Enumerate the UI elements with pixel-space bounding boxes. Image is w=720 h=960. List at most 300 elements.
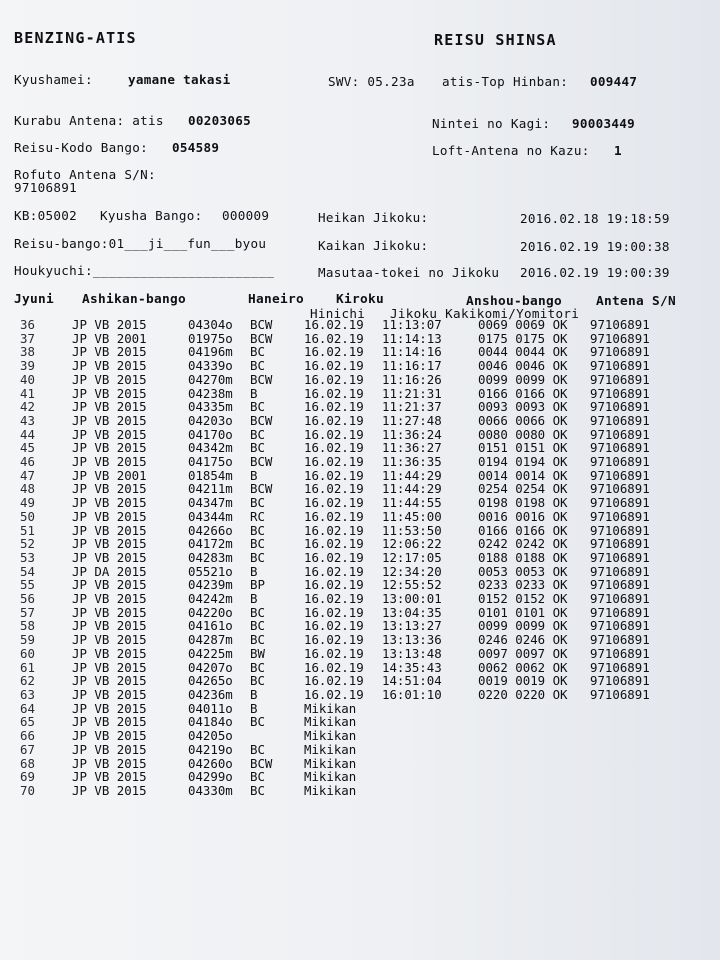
- anshou-bango-cell: 0233 0233 OK: [478, 577, 568, 593]
- rofuto-label: Rofuto Antena S/N:: [14, 167, 156, 182]
- hinichi-cell: 16.02.19: [304, 508, 364, 524]
- band-cell: JP VB 2015: [72, 659, 147, 675]
- hinichi-cell: 16.02.19: [304, 385, 364, 401]
- jyuni-cell: 54: [20, 563, 35, 579]
- antena-sn-cell: [590, 784, 690, 798]
- band-cell: JP VB 2001: [72, 467, 147, 483]
- table-row: [18, 633, 690, 647]
- haneiro-cell: RC: [250, 508, 265, 524]
- anshou-bango-cell: [478, 715, 590, 729]
- table-row: [18, 318, 690, 332]
- jikoku-cell: 14:35:43: [382, 659, 442, 675]
- jikoku-cell: [382, 702, 478, 716]
- antena-sn-cell: [590, 715, 690, 729]
- haneiro-cell: BC: [250, 632, 265, 648]
- anshou-bango-cell: 0046 0046 OK: [478, 358, 568, 374]
- col-kiroku: Kiroku: [336, 292, 385, 307]
- hinichi-cell: 16.02.19: [304, 412, 364, 428]
- haneiro-cell: BC: [250, 604, 265, 620]
- jyuni-cell: 50: [20, 508, 35, 524]
- anshou-bango-cell: 0019 0019 OK: [478, 673, 568, 689]
- table-row: [18, 661, 690, 675]
- band-cell: JP VB 2015: [72, 440, 147, 456]
- jyuni-cell: 44: [20, 426, 35, 442]
- anshou-bango-cell: 0151 0151 OK: [478, 440, 568, 456]
- table-row: [18, 373, 690, 387]
- jikoku-cell: 13:13:36: [382, 632, 442, 648]
- hinichi-cell: 16.02.19: [304, 604, 364, 620]
- jikoku-cell: 13:13:48: [382, 645, 442, 661]
- hinichi-cell: 16.02.19: [304, 426, 364, 442]
- ring-number-cell: 04211m: [188, 481, 233, 497]
- hinichi-cell: Mikikan: [304, 741, 357, 757]
- ring-number-cell: 04239m: [188, 577, 233, 593]
- antena-sn-cell: 97106891: [590, 686, 650, 702]
- kurabu-value: 00203065: [188, 113, 252, 128]
- col-jikoku-kakikomi: Jikoku Kakikomi/Yomitori: [390, 306, 580, 321]
- haneiro-cell: BC: [250, 549, 265, 565]
- antena-sn-cell: 97106891: [590, 673, 650, 689]
- col-antena-sn: Antena S/N: [596, 294, 677, 309]
- anshou-bango-cell: [478, 757, 590, 771]
- hinichi-cell: 16.02.19: [304, 618, 364, 634]
- band-cell: JP VB 2015: [72, 714, 147, 730]
- hinichi-cell: 16.02.19: [304, 440, 364, 456]
- jyuni-cell: 41: [20, 385, 35, 401]
- ring-number-cell: 04304o: [188, 317, 233, 332]
- ring-number-cell: 04205o: [188, 728, 233, 744]
- hinichi-cell: 16.02.19: [304, 481, 364, 497]
- hinichi-cell: 16.02.19: [304, 399, 364, 415]
- band-cell: JP VB 2015: [72, 549, 147, 565]
- table-row: [18, 387, 690, 401]
- jikoku-cell: [382, 715, 478, 729]
- jikoku-cell: 16:01:10: [382, 686, 442, 702]
- antena-sn-cell: 97106891: [590, 577, 650, 593]
- houkyuchi-line: Houkyuchi:_______________________: [14, 263, 275, 278]
- anshou-bango-cell: 0069 0069 OK: [478, 317, 568, 332]
- jyuni-cell: 36: [20, 317, 35, 332]
- antena-sn-cell: 97106891: [590, 495, 650, 511]
- band-cell: JP VB 2015: [72, 632, 147, 648]
- hinichi-cell: 16.02.19: [304, 454, 364, 470]
- antena-sn-cell: [590, 702, 690, 716]
- table-row: [18, 757, 690, 771]
- hinichi-cell: 16.02.19: [304, 591, 364, 607]
- ring-number-cell: 04287m: [188, 632, 233, 648]
- col-haneiro: Haneiro: [248, 292, 305, 307]
- band-cell: JP VB 2015: [72, 769, 147, 785]
- jyuni-cell: 53: [20, 549, 35, 565]
- jikoku-cell: 11:27:48: [382, 412, 442, 428]
- anshou-bango-cell: 0152 0152 OK: [478, 591, 568, 607]
- jyuni-cell: 60: [20, 645, 35, 661]
- jikoku-cell: [382, 770, 478, 784]
- anshou-bango-cell: 0053 0053 OK: [478, 563, 568, 579]
- anshou-bango-cell: 0014 0014 OK: [478, 467, 568, 483]
- anshou-bango-cell: [478, 770, 590, 784]
- haneiro-cell: BC: [250, 782, 265, 798]
- haneiro-cell: BC: [250, 399, 265, 415]
- band-cell: JP VB 2015: [72, 385, 147, 401]
- jyuni-cell: 65: [20, 714, 35, 730]
- jikoku-cell: [382, 784, 478, 798]
- ring-number-cell: 04184o: [188, 714, 233, 730]
- table-row: [18, 428, 690, 442]
- kaikan-value: 2016.02.19 19:00:38: [520, 239, 670, 254]
- kyushamei-label: Kyushamei:: [14, 72, 93, 87]
- band-cell: JP VB 2015: [72, 508, 147, 524]
- table-row: [18, 455, 690, 469]
- hinichi-cell: 16.02.19: [304, 358, 364, 374]
- ring-number-cell: 04339o: [188, 358, 233, 374]
- band-cell: JP VB 2015: [72, 604, 147, 620]
- ring-number-cell: 04161o: [188, 618, 233, 634]
- results-table: [18, 318, 690, 798]
- band-cell: JP VB 2015: [72, 522, 147, 538]
- haneiro-cell: BC: [250, 426, 265, 442]
- antena-sn-cell: [590, 757, 690, 771]
- band-cell: JP VB 2015: [72, 700, 147, 716]
- antena-sn-cell: [590, 743, 690, 757]
- haneiro-cell: B: [250, 591, 258, 607]
- jyuni-cell: 64: [20, 700, 35, 716]
- antena-sn-cell: 97106891: [590, 508, 650, 524]
- haneiro-cell: BC: [250, 358, 265, 374]
- jyuni-cell: 68: [20, 755, 35, 771]
- antena-sn-cell: 97106891: [590, 454, 650, 470]
- hinichi-cell: 16.02.19: [304, 495, 364, 511]
- haneiro-cell: BC: [250, 769, 265, 785]
- antena-sn-cell: [590, 729, 690, 743]
- heikan-value: 2016.02.18 19:18:59: [520, 211, 670, 226]
- table-row: [18, 551, 690, 565]
- haneiro-cell: BC: [250, 659, 265, 675]
- jyuni-cell: 55: [20, 577, 35, 593]
- table-row: [18, 345, 690, 359]
- ring-number-cell: 04330m: [188, 782, 233, 798]
- table-row: [18, 400, 690, 414]
- haneiro-cell: BC: [250, 522, 265, 538]
- anshou-bango-cell: 0166 0166 OK: [478, 385, 568, 401]
- band-cell: JP VB 2015: [72, 481, 147, 497]
- anshou-bango-cell: [478, 702, 590, 716]
- band-cell: JP VB 2015: [72, 536, 147, 552]
- jikoku-cell: 11:36:27: [382, 440, 442, 456]
- anshou-bango-cell: 0188 0188 OK: [478, 549, 568, 565]
- band-cell: JP VB 2015: [72, 412, 147, 428]
- ring-number-cell: 01975o: [188, 330, 233, 346]
- band-cell: JP VB 2015: [72, 728, 147, 744]
- jikoku-cell: [382, 757, 478, 771]
- anshou-bango-cell: 0099 0099 OK: [478, 618, 568, 634]
- loft-label: Loft-Antena no Kazu:: [432, 143, 590, 158]
- anshou-bango-cell: 0194 0194 OK: [478, 454, 568, 470]
- anshou-bango-cell: 0080 0080 OK: [478, 426, 568, 442]
- nintei-value: 90003449: [572, 116, 636, 131]
- ring-number-cell: 04344m: [188, 508, 233, 524]
- table-row: [18, 414, 690, 428]
- jyuni-cell: 66: [20, 728, 35, 744]
- haneiro-cell: BCW: [250, 412, 273, 428]
- jyuni-cell: 56: [20, 591, 35, 607]
- band-cell: JP VB 2015: [72, 495, 147, 511]
- table-row: [18, 619, 690, 633]
- band-cell: JP VB 2015: [72, 358, 147, 374]
- band-cell: JP VB 2015: [72, 371, 147, 387]
- ring-number-cell: 04266o: [188, 522, 233, 538]
- band-cell: JP VB 2015: [72, 454, 147, 470]
- band-cell: JP VB 2015: [72, 782, 147, 798]
- col-jyuni: Jyuni: [14, 292, 55, 307]
- antena-sn-cell: 97106891: [590, 371, 650, 387]
- jyuni-cell: 45: [20, 440, 35, 456]
- table-row: [18, 469, 690, 483]
- ring-number-cell: 04270m: [188, 371, 233, 387]
- jyuni-cell: 52: [20, 536, 35, 552]
- kb-code: KB:05002: [14, 208, 78, 223]
- ring-number-cell: 04203o: [188, 412, 233, 428]
- antena-sn-cell: 97106891: [590, 412, 650, 428]
- anshou-bango-cell: 0242 0242 OK: [478, 536, 568, 552]
- anshou-bango-cell: [478, 743, 590, 757]
- jikoku-cell: 14:51:04: [382, 673, 442, 689]
- jyuni-cell: 62: [20, 673, 35, 689]
- jikoku-cell: [382, 729, 478, 743]
- reisu-bango-line: Reisu-bango:01___ji___fun___byou: [14, 236, 267, 251]
- antena-sn-cell: 97106891: [590, 604, 650, 620]
- antena-sn-cell: 97106891: [590, 645, 650, 661]
- antena-sn-cell: 97106891: [590, 549, 650, 565]
- col-ashikan-bango: Ashikan-bango: [82, 292, 187, 307]
- band-cell: JP VB 2015: [72, 344, 147, 360]
- jikoku-cell: 11:16:26: [382, 371, 442, 387]
- jikoku-cell: 12:06:22: [382, 536, 442, 552]
- table-row: [18, 332, 690, 346]
- jyuni-cell: 51: [20, 522, 35, 538]
- haneiro-cell: BC: [250, 714, 265, 730]
- jyuni-cell: 70: [20, 782, 35, 798]
- table-row: [18, 715, 690, 729]
- jyuni-cell: 39: [20, 358, 35, 374]
- table-row: [18, 674, 690, 688]
- jikoku-cell: 11:44:29: [382, 467, 442, 483]
- loft-value: 1: [614, 143, 622, 158]
- ring-number-cell: 04347m: [188, 495, 233, 511]
- haneiro-cell: B: [250, 385, 258, 401]
- jikoku-cell: 11:14:13: [382, 330, 442, 346]
- antena-sn-cell: 97106891: [590, 385, 650, 401]
- ring-number-cell: 04283m: [188, 549, 233, 565]
- jikoku-cell: 11:45:00: [382, 508, 442, 524]
- jyuni-cell: 37: [20, 330, 35, 346]
- jyuni-cell: 48: [20, 481, 35, 497]
- band-cell: JP VB 2015: [72, 755, 147, 771]
- masutaa-value: 2016.02.19 19:00:39: [520, 265, 670, 280]
- band-cell: JP VB 2015: [72, 673, 147, 689]
- antena-sn-cell: 97106891: [590, 563, 650, 579]
- anshou-bango-cell: 0220 0220 OK: [478, 686, 568, 702]
- hinichi-cell: Mikikan: [304, 769, 357, 785]
- jyuni-cell: 57: [20, 604, 35, 620]
- band-cell: JP VB 2015: [72, 577, 147, 593]
- kyusha-bango-value: 000009: [222, 208, 270, 223]
- jikoku-cell: 11:16:17: [382, 358, 442, 374]
- jyuni-cell: 43: [20, 412, 35, 428]
- jyuni-cell: 40: [20, 371, 35, 387]
- hinichi-cell: 16.02.19: [304, 563, 364, 579]
- band-cell: JP VB 2015: [72, 317, 147, 332]
- jikoku-cell: 11:44:29: [382, 481, 442, 497]
- anshou-bango-cell: 0016 0016 OK: [478, 508, 568, 524]
- jyuni-cell: 49: [20, 495, 35, 511]
- anshou-bango-cell: 0175 0175 OK: [478, 330, 568, 346]
- kyushamei-value: yamane takasi: [128, 72, 231, 87]
- hinban-label: atis-Top Hinban:: [442, 74, 569, 89]
- antena-sn-cell: 97106891: [590, 522, 650, 538]
- antena-sn-cell: 97106891: [590, 618, 650, 634]
- table-row: [18, 592, 690, 606]
- jikoku-cell: 11:21:31: [382, 385, 442, 401]
- masutaa-label: Masutaa-tokei no Jikoku: [318, 265, 500, 280]
- rofuto-value: 97106891: [14, 180, 78, 195]
- kurabu-label: Kurabu Antena: atis: [14, 113, 164, 128]
- hinichi-cell: Mikikan: [304, 714, 357, 730]
- band-cell: JP DA 2015: [72, 563, 147, 579]
- col-anshou-bango: Anshou-bango: [466, 294, 563, 309]
- haneiro-cell: BCW: [250, 330, 273, 346]
- jikoku-cell: 12:34:20: [382, 563, 442, 579]
- antena-sn-cell: 97106891: [590, 440, 650, 456]
- haneiro-cell: BC: [250, 673, 265, 689]
- left-title: BENZING-ATIS: [14, 29, 137, 47]
- antena-sn-cell: [590, 770, 690, 784]
- anshou-bango-cell: [478, 729, 590, 743]
- haneiro-cell: BC: [250, 741, 265, 757]
- ring-number-cell: 01854m: [188, 467, 233, 483]
- jikoku-cell: 11:53:50: [382, 522, 442, 538]
- table-row: [18, 510, 690, 524]
- antena-sn-cell: 97106891: [590, 399, 650, 415]
- table-row: [18, 578, 690, 592]
- table-row: [18, 441, 690, 455]
- anshou-bango-cell: 0198 0198 OK: [478, 495, 568, 511]
- antena-sn-cell: 97106891: [590, 330, 650, 346]
- haneiro-cell: BW: [250, 645, 265, 661]
- haneiro-cell: BC: [250, 618, 265, 634]
- band-cell: JP VB 2015: [72, 399, 147, 415]
- ring-number-cell: 04265o: [188, 673, 233, 689]
- hinichi-cell: 16.02.19: [304, 344, 364, 360]
- jyuni-cell: 47: [20, 467, 35, 483]
- ring-number-cell: 04196m: [188, 344, 233, 360]
- hinban-value: 009447: [590, 74, 638, 89]
- band-cell: JP VB 2001: [72, 330, 147, 346]
- anshou-bango-cell: 0166 0166 OK: [478, 522, 568, 538]
- table-row: [18, 702, 690, 716]
- jyuni-cell: 58: [20, 618, 35, 634]
- heikan-label: Heikan Jikoku:: [318, 210, 429, 225]
- antena-sn-cell: 97106891: [590, 467, 650, 483]
- antena-sn-cell: 97106891: [590, 632, 650, 648]
- anshou-bango-cell: 0044 0044 OK: [478, 344, 568, 360]
- haneiro-cell: BCW: [250, 317, 273, 332]
- jyuni-cell: 46: [20, 454, 35, 470]
- jikoku-cell: [382, 743, 478, 757]
- kaikan-label: Kaikan Jikoku:: [318, 238, 429, 253]
- hinichi-cell: Mikikan: [304, 728, 357, 744]
- ring-number-cell: 04170o: [188, 426, 233, 442]
- table-row: [18, 537, 690, 551]
- haneiro-cell: B: [250, 700, 258, 716]
- hinichi-cell: 16.02.19: [304, 371, 364, 387]
- band-cell: JP VB 2015: [72, 741, 147, 757]
- ring-number-cell: 05521o: [188, 563, 233, 579]
- anshou-bango-cell: 0099 0099 OK: [478, 371, 568, 387]
- anshou-bango-cell: 0093 0093 OK: [478, 399, 568, 415]
- kyusha-bango-label: Kyusha Bango:: [100, 208, 203, 223]
- ring-number-cell: 04299o: [188, 769, 233, 785]
- table-row: [18, 606, 690, 620]
- ring-number-cell: 04011o: [188, 700, 233, 716]
- antena-sn-cell: 97106891: [590, 591, 650, 607]
- jyuni-cell: 69: [20, 769, 35, 785]
- band-cell: JP VB 2015: [72, 686, 147, 702]
- hinichi-cell: 16.02.19: [304, 673, 364, 689]
- haneiro-cell: B: [250, 467, 258, 483]
- band-cell: JP VB 2015: [72, 426, 147, 442]
- haneiro-cell: BCW: [250, 481, 273, 497]
- kodo-value: 054589: [172, 140, 220, 155]
- table-row: [18, 482, 690, 496]
- table-row: [18, 359, 690, 373]
- haneiro-cell: BC: [250, 344, 265, 360]
- jyuni-cell: 67: [20, 741, 35, 757]
- table-row: [18, 647, 690, 661]
- haneiro-cell: B: [250, 686, 258, 702]
- anshou-bango-cell: [478, 784, 590, 798]
- hinichi-cell: Mikikan: [304, 700, 357, 716]
- jikoku-cell: 13:13:27: [382, 618, 442, 634]
- anshou-bango-cell: 0101 0101 OK: [478, 604, 568, 620]
- anshou-bango-cell: 0254 0254 OK: [478, 481, 568, 497]
- swv: SWV: 05.23a: [328, 74, 415, 89]
- jyuni-cell: 63: [20, 686, 35, 702]
- jikoku-cell: 11:13:07: [382, 317, 442, 332]
- hinichi-cell: 16.02.19: [304, 577, 364, 593]
- ring-number-cell: 04260o: [188, 755, 233, 771]
- jyuni-cell: 59: [20, 632, 35, 648]
- hinichi-cell: 16.02.19: [304, 659, 364, 675]
- antena-sn-cell: 97106891: [590, 358, 650, 374]
- table-row: [18, 688, 690, 702]
- hinichi-cell: 16.02.19: [304, 632, 364, 648]
- ring-number-cell: 04236m: [188, 686, 233, 702]
- jikoku-cell: 13:04:35: [382, 604, 442, 620]
- antena-sn-cell: 97106891: [590, 426, 650, 442]
- ring-number-cell: 04242m: [188, 591, 233, 607]
- hinichi-cell: 16.02.19: [304, 330, 364, 346]
- ring-number-cell: 04238m: [188, 385, 233, 401]
- ring-number-cell: 04342m: [188, 440, 233, 456]
- antena-sn-cell: 97106891: [590, 481, 650, 497]
- jyuni-cell: 38: [20, 344, 35, 360]
- haneiro-cell: [250, 729, 304, 743]
- anshou-bango-cell: 0097 0097 OK: [478, 645, 568, 661]
- jyuni-cell: 61: [20, 659, 35, 675]
- antena-sn-cell: 97106891: [590, 659, 650, 675]
- anshou-bango-cell: 0062 0062 OK: [478, 659, 568, 675]
